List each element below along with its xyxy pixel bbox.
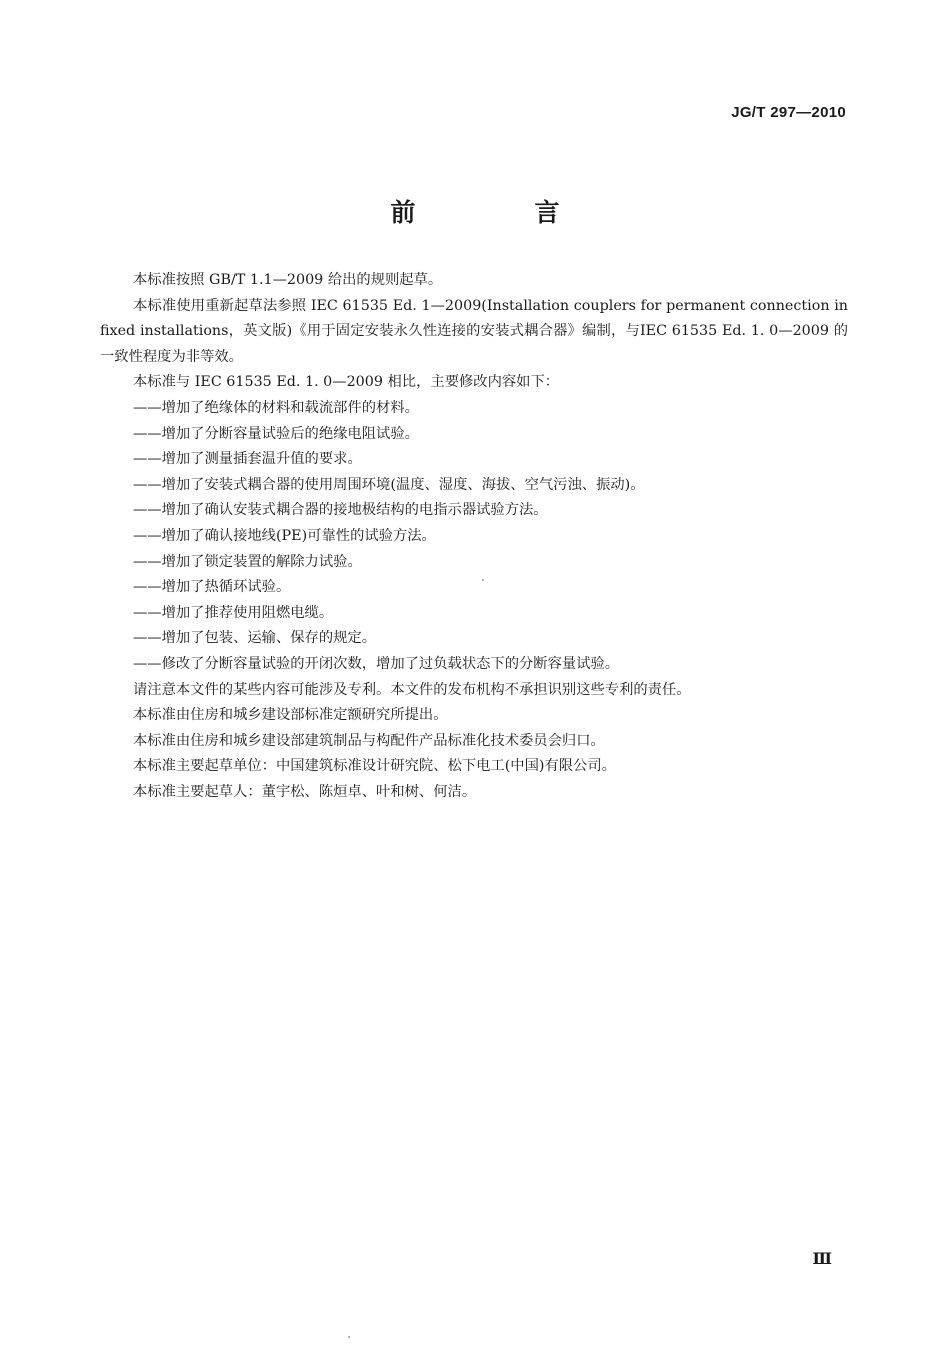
change-item: ——增加了绝缘体的材料和载流部件的材料。 [133,399,419,416]
standard-code: JG/T 297—2010 [731,104,846,121]
change-item: ——增加了确认安装式耦合器的接地极结构的电指示器试验方法。 [133,502,548,519]
change-item: ——增加了安装式耦合器的使用周围环境(温度、湿度、海拔、空气污浊、振动)。 [133,476,645,493]
change-item: ——增加了测量插套温升值的要求。 [133,451,362,468]
paragraph-drafters: 本标准主要起草人：董宇松、陈烜卓、叶和树、何洁。 [133,783,477,800]
paragraph-patent-notice: 请注意本文件的某些内容可能涉及专利。本文件的发布机构不承担识别这些专利的责任。 [133,681,691,698]
paragraph-changes-intro: 本标准与 IEC 61535 Ed. 1. 0—2009 相比，主要修改内容如下： [133,374,560,391]
scan-speck [348,1336,350,1338]
foreword-body [100,268,848,805]
paragraph-technical-committee: 本标准由住房和城乡建设部建筑制品与构配件产品标准化技术委员会归口。 [133,732,605,749]
change-item: ——增加了热循环试验。 [133,579,291,596]
paragraph-proposer: 本标准由住房和城乡建设部标准定额研究所提出。 [133,707,448,724]
paragraph-reference-standard: 本标准使用重新起草法参照 IEC 61535 Ed. 1—2009(Installation couplers for permanent connection in fixed installations，英文版)《用于固定安装永久性连接的安装式耦合器》编制，与IEC 61535 Ed. 1. 0—2009 的一致性程度为非等效。 [100,297,848,365]
change-item: ——增加了推荐使用阻燃电缆。 [133,604,334,621]
paragraph-drafting-units: 本标准主要起草单位：中国建筑标准设计研究院、松下电工(中国)有限公司。 [133,758,616,775]
scan-speck [482,579,484,581]
change-item: ——增加了分断容量试验后的绝缘电阻试验。 [133,425,419,442]
change-item: ——增加了锁定装置的解除力试验。 [133,553,362,570]
page-number: Ⅲ [812,1251,832,1268]
change-item: ——修改了分断容量试验的开闭次数，增加了过负载状态下的分断容量试验。 [133,655,620,672]
paragraph-drafting-rules: 本标准按照 GB/T 1.1—2009 给出的规则起草。 [133,272,443,288]
page-title: 前 言 [390,198,607,227]
change-item: ——增加了包装、运输、保存的规定。 [133,630,377,647]
change-item: ——增加了确认接地线(PE)可靠性的试验方法。 [133,527,436,544]
